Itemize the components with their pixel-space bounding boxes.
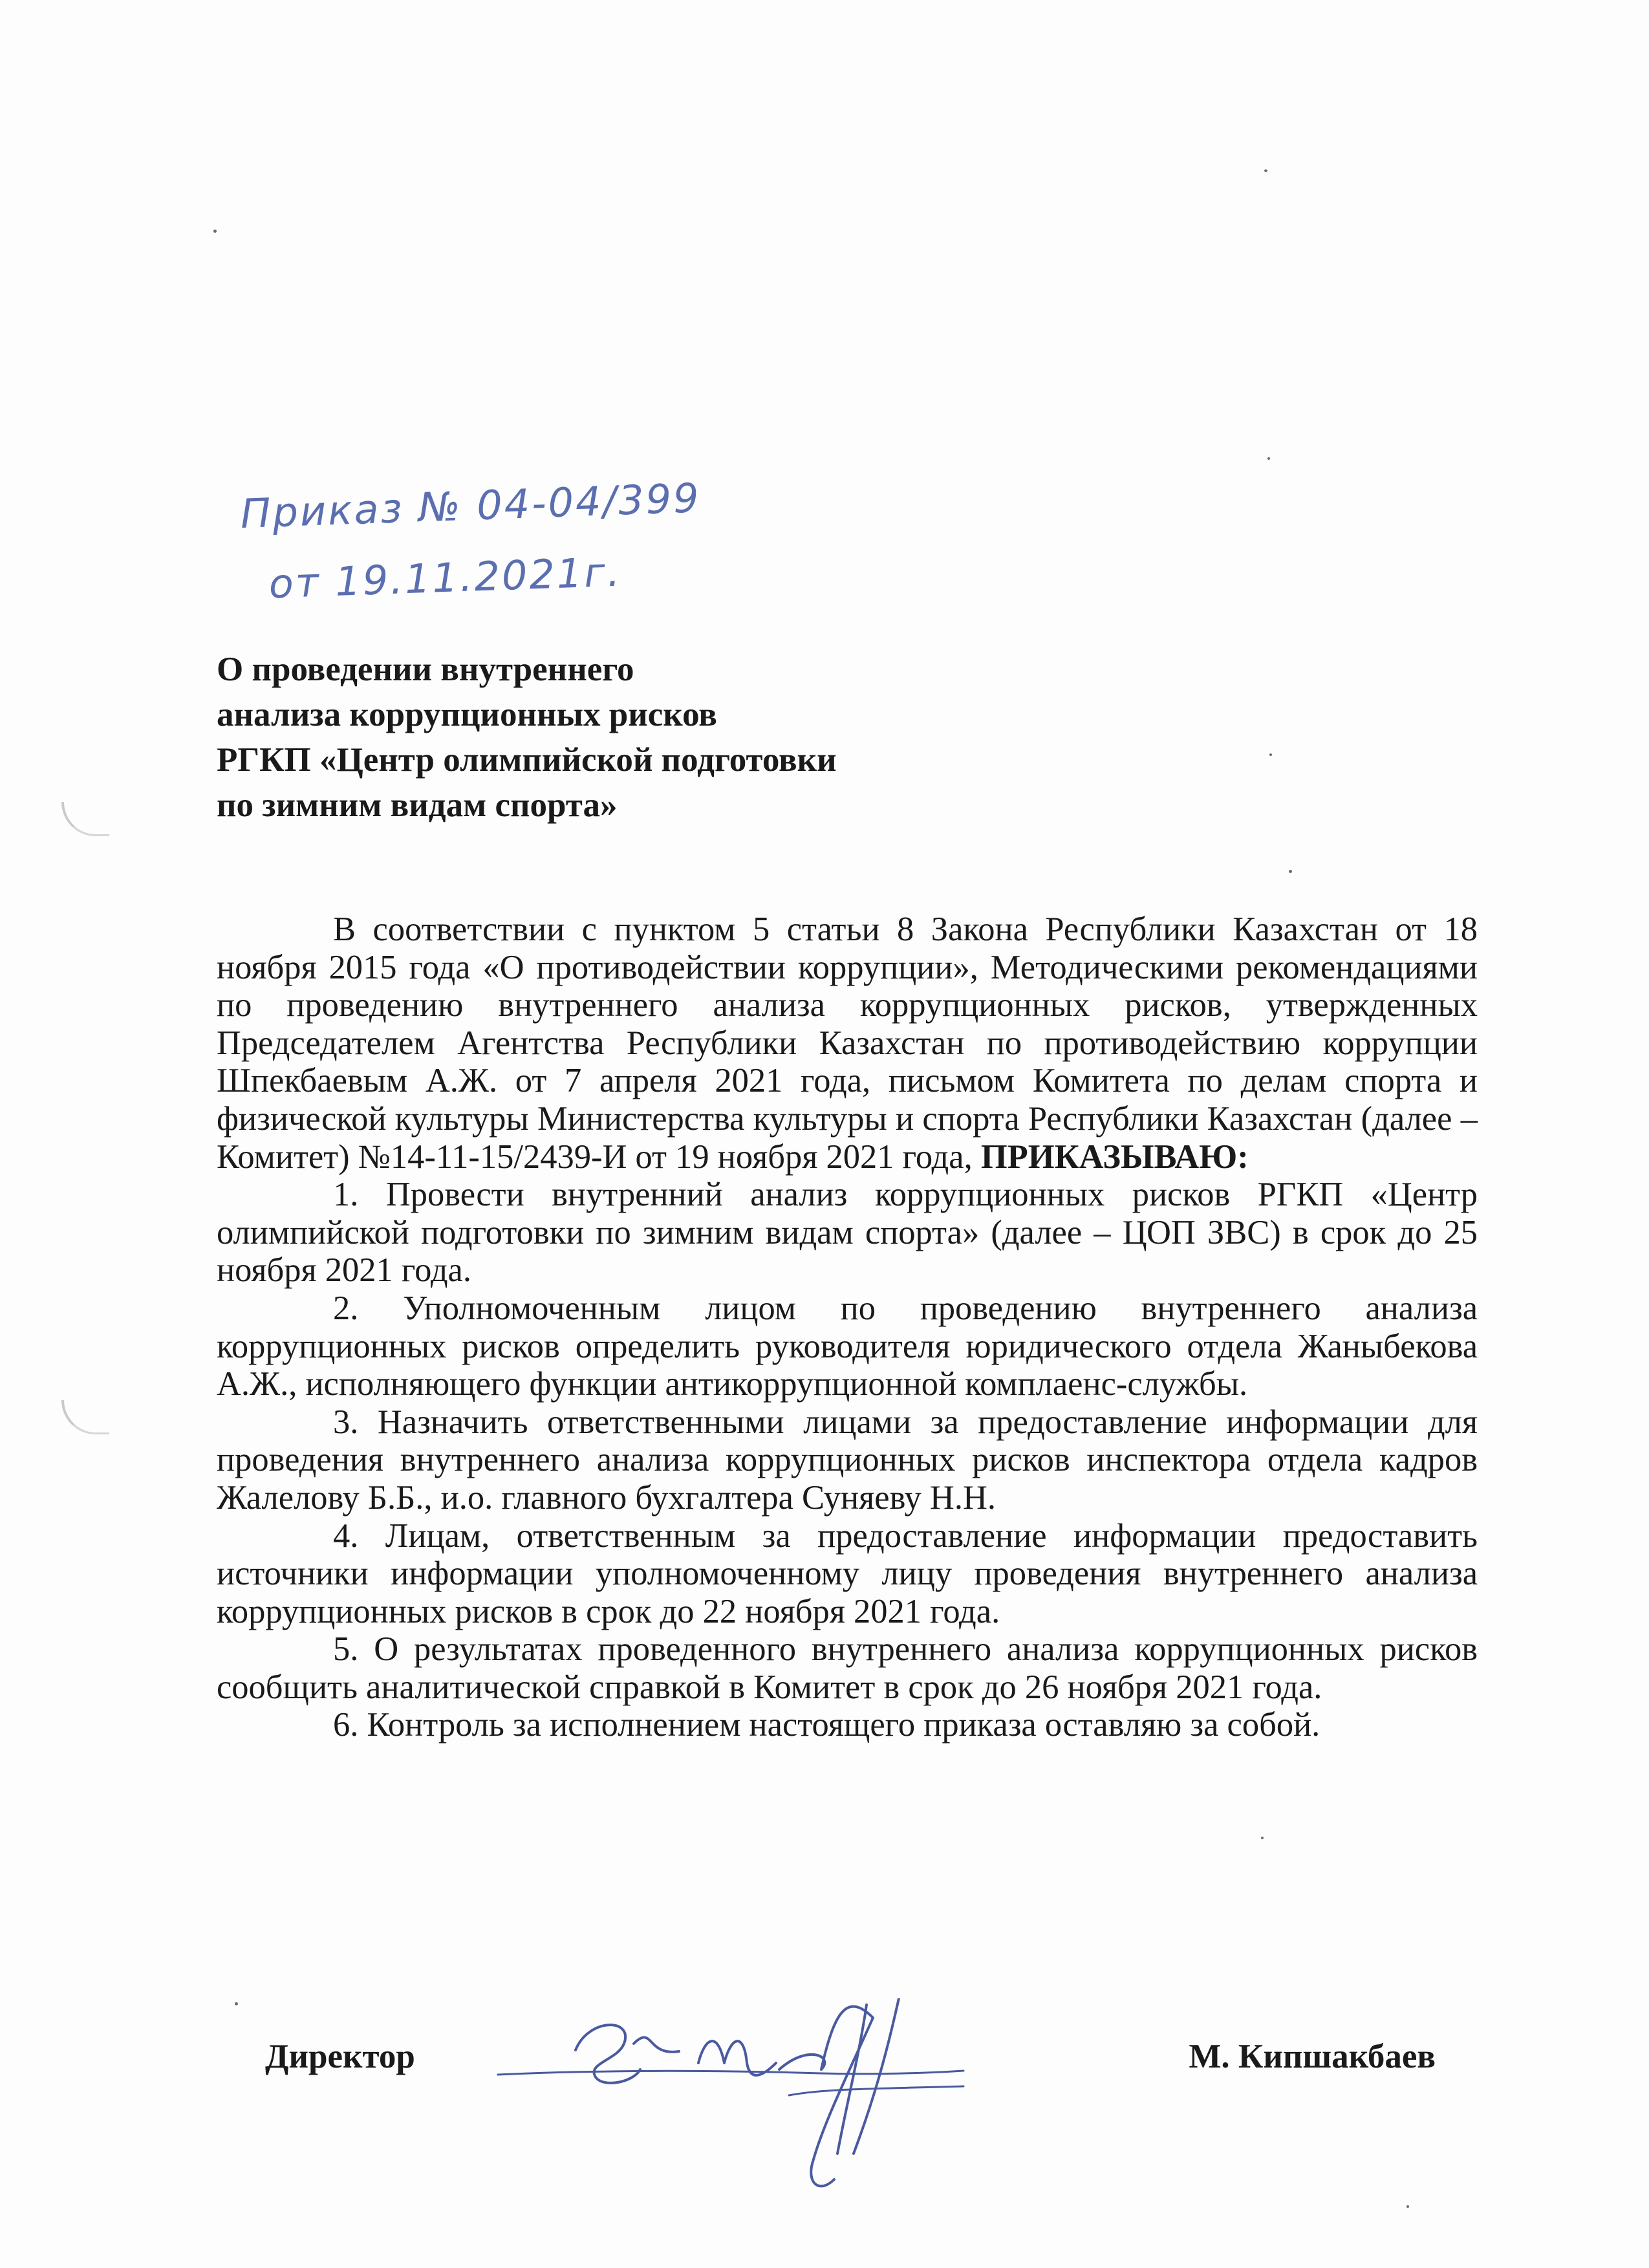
title-line: О проведении внутреннего [217, 651, 634, 688]
order-item: 5. О результатах проведенного внутреннего анализа коррупционных рисков сообщить аналитической справкой в Комитет в срок до 26 ноября 2021 года. [217, 1630, 1478, 1706]
punch-hole-mark [61, 802, 109, 836]
punch-hole-mark [61, 1400, 109, 1434]
handwritten-order-line: Приказ № 04-04/399 [239, 474, 702, 537]
preamble-paragraph [217, 911, 1478, 1176]
signer-position: Директор [265, 2038, 415, 2075]
scan-speck [213, 230, 217, 233]
document-title [217, 647, 1057, 828]
preamble-text: В соответствии с пунктом 5 статьи 8 Закона Республики Казахстан от 18 ноября 2015 года «О противодействии коррупции», Методическими рекомендациями по проведению внутреннего анализа коррупционных рисков, утвержденных Председателем Агентства Республики Казахстан по противодействию коррупции Шпекбаевым А.Ж. от 7 апреля 2021 года, письмом Комитета по делам спорта и физической культуры Министерства культуры и спорта Республики Казахстан (далее – Комитет) №14-11-15/2439-И от 19 ноября 2021 года, [217, 911, 1478, 1176]
scan-speck [1406, 2205, 1409, 2208]
signer-name: М. Кипшакбаев [1189, 2038, 1436, 2075]
handwritten-signature [485, 1998, 976, 2231]
order-item: 2. Уполномоченным лицом по проведению внутреннего анализа коррупционных рисков определить руководителя юридического отдела Жаныбекова А.Ж., исполняющего функции антикоррупционной комплаенс-службы. [217, 1289, 1478, 1403]
scan-speck [1269, 753, 1272, 756]
handwritten-order-number [239, 462, 704, 621]
order-item: 6. Контроль за исполнением настоящего приказа оставляю за собой. [333, 1706, 1320, 1744]
title-line: РГКП «Центр олимпийской подготовки [217, 741, 837, 779]
scan-speck [1267, 457, 1270, 460]
order-word: ПРИКАЗЫВАЮ: [980, 1138, 1249, 1176]
order-item: 4. Лицам, ответственным за предоставление информации предоставить источники информации уполномоченному лицу проведения внутреннего анализа коррупционных рисков в срок до 22 ноября 2021 года. [217, 1517, 1478, 1630]
order-item: 1. Провести внутренний анализ коррупционных рисков РГКП «Центр олимпийской подготовки по зимним видам спорта» (далее – ЦОП ЗВС) в срок до 25 ноября 2021 года. [217, 1176, 1478, 1290]
scan-speck [1264, 169, 1267, 172]
scan-speck [1289, 870, 1292, 873]
document-body [217, 911, 1478, 1744]
scan-speck [1261, 1837, 1264, 1839]
title-line: анализа коррупционных рисков [217, 696, 717, 733]
title-line: по зимним видам спорта» [217, 786, 618, 824]
scan-speck [235, 2002, 238, 2005]
handwritten-date-line: от 19.11.2021г. [268, 548, 623, 608]
order-item: 3. Назначить ответственными лицами за предоставление информации для проведения внутреннего анализа коррупционных рисков инспектора отдела кадров Жалелову Б.Б., и.о. главного бухгалтера Суняеву Н.Н. [217, 1403, 1478, 1517]
